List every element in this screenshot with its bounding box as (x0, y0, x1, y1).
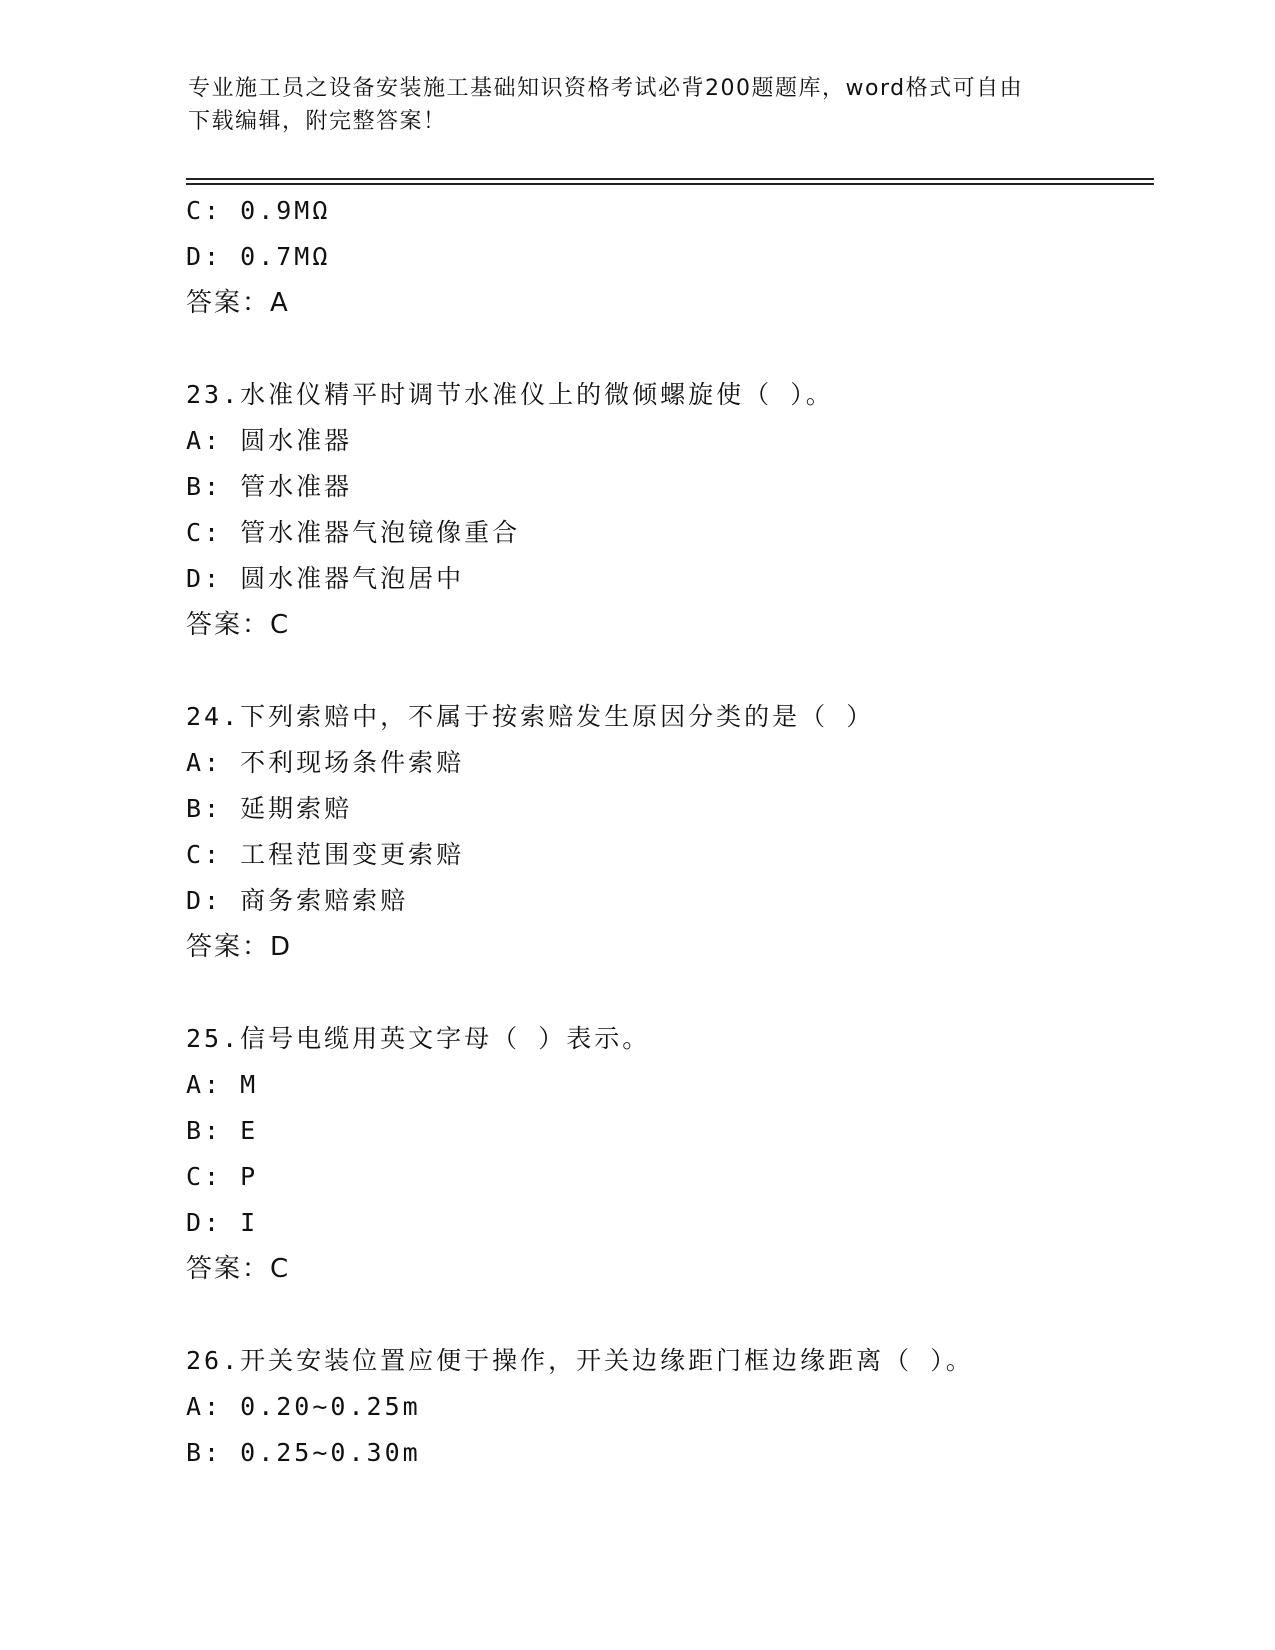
option-b: B: 0.25~0.30m (186, 1438, 421, 1467)
option-a: A: 0.20~0.25m (186, 1392, 421, 1421)
header-line-1: 专业施工员之设备安装施工基础知识资格考试必背200题题库，word格式可自由 (188, 76, 1024, 101)
answer-line: 答案：D (186, 932, 293, 962)
question-list (186, 188, 1146, 1476)
question-26 (186, 1338, 1146, 1476)
option-d: D: I (186, 1208, 259, 1237)
option-c: C: 0.9MΩ (186, 196, 331, 225)
answer-line: 答案：C (186, 1254, 291, 1284)
option-c: C: 管水准器气泡镜像重合 (186, 518, 521, 547)
option-a: A: 不利现场条件索赔 (186, 748, 465, 777)
option-a: A: 圆水准器 (186, 426, 353, 455)
option-b: B: 管水准器 (186, 472, 353, 501)
option-c: C: 工程范围变更索赔 (186, 840, 465, 869)
spacer (186, 970, 1146, 1016)
header-rule-bottom (186, 183, 1154, 185)
answer-line: 答案：A (186, 288, 290, 318)
header-line-2: 下载编辑，附完整答案！ (188, 109, 447, 134)
option-b: B: E (186, 1116, 259, 1145)
question-stem: 25.信号电缆用英文字母（ ）表示。 (186, 1024, 651, 1053)
option-d: D: 商务索赔索赔 (186, 886, 409, 915)
document-header (188, 72, 1088, 138)
spacer (186, 1292, 1146, 1338)
option-b: B: 延期索赔 (186, 794, 353, 823)
option-d: D: 0.7MΩ (186, 242, 331, 271)
option-c: C: P (186, 1162, 259, 1191)
question-stem: 23.水准仪精平时调节水准仪上的微倾螺旋使（ ）。 (186, 380, 834, 409)
answer-line: 答案：C (186, 610, 291, 640)
spacer (186, 326, 1146, 372)
spacer (186, 648, 1146, 694)
header-rule-top (186, 178, 1154, 180)
question-23 (186, 372, 1146, 648)
question-25 (186, 1016, 1146, 1292)
option-a: A: M (186, 1070, 259, 1099)
option-d: D: 圆水准器气泡居中 (186, 564, 465, 593)
question-stem: 26.开关安装位置应便于操作，开关边缘距门框边缘距离（ ）。 (186, 1346, 974, 1375)
question-stem: 24.下列索赔中，不属于按索赔发生原因分类的是（ ） (186, 702, 875, 731)
question-24 (186, 694, 1146, 970)
